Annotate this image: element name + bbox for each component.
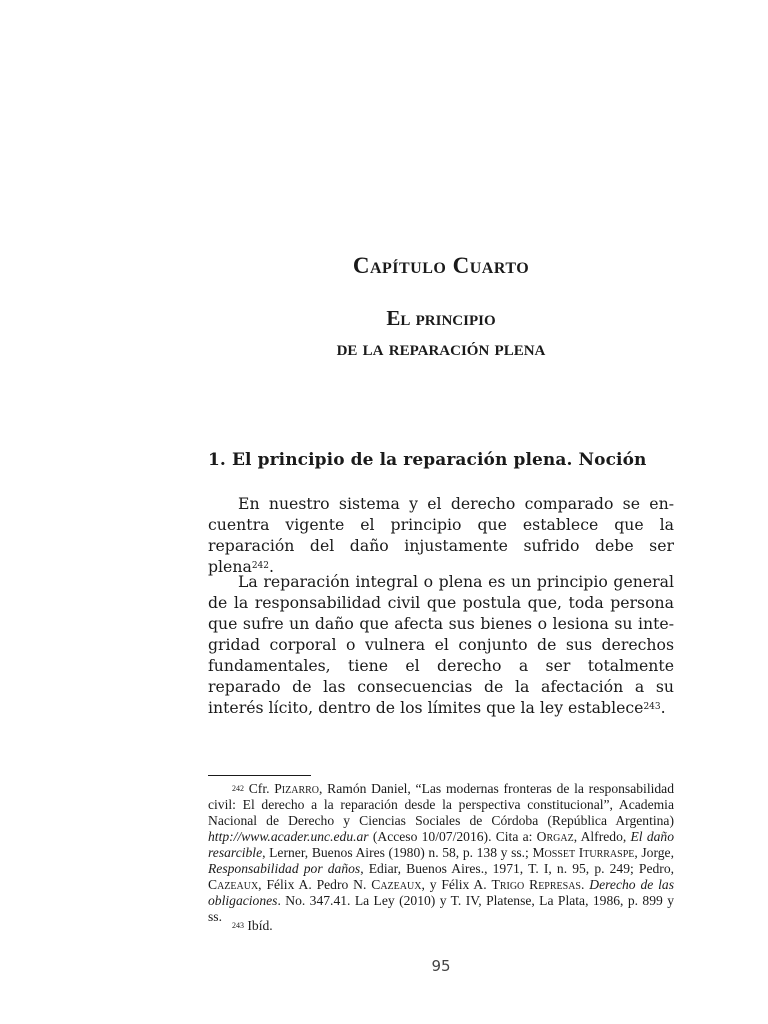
author-name: Cazeaux <box>371 877 422 892</box>
author-name: Trigo Represas <box>491 877 581 892</box>
footnote-url[interactable]: http://www.acader.unc.edu.ar <box>208 829 369 844</box>
footnote-text: , Ediar, Buenos Aires., 1971, T. I, n. 95, p. 249; Pedro, <box>360 861 675 876</box>
chapter-label: Capítulo Cuarto <box>352 253 530 278</box>
footnote-mark: 242 <box>232 784 244 793</box>
author-name: Cazeaux <box>208 877 259 892</box>
footnote-reference[interactable]: 242 <box>251 561 269 571</box>
footnote-text: Cfr. <box>244 781 275 796</box>
footnote-243 <box>208 918 674 934</box>
footnote-242 <box>208 781 674 925</box>
paragraph-text: La reparación integral o plena es un principio general de la responsabilidad civil que postula que, toda persona que sufre un daño que afecta sus bienes o lesiona su integridad corporal o vulnera el conjunto de sus derechos fundamentales, tiene el derecho a ser totalmente reparado de las consecuencias de la afectación a su interés lícito, dentro de los límites que la ley establece <box>208 572 674 717</box>
footnote-text: , Ramón Daniel, “Las modernas fronteras de la responsabilidad civil: El derecho a la reparación desde la perspectiva constitucional”, Academia Nacional de Derecho y Ciencias Sociales de Córdoba (República Argentina) <box>208 781 674 828</box>
chapter-title <box>208 303 674 363</box>
footnote-text: Ibíd. <box>244 918 273 933</box>
author-name: Orgaz <box>536 829 574 844</box>
footnote-text: , Jorge, <box>634 845 674 860</box>
footnote-text: . No. 347.41. La Ley (2010) y T. IV, Platense, La Plata, 1986, p. 899 y ss. <box>208 893 674 924</box>
footnote-text: . <box>581 877 590 892</box>
body-paragraph <box>208 493 674 577</box>
footnote-text: , Alfredo, <box>573 829 631 844</box>
footnote-text: , Lerner, Buenos Aires (1980) n. 58, p. 138 y ss.; <box>262 845 533 860</box>
footnote-text: , Félix A. Pedro N. <box>258 877 372 892</box>
footnote-text: , y Félix A. <box>421 877 492 892</box>
footnote-mark: 243 <box>232 921 244 930</box>
body-paragraph <box>208 571 674 718</box>
page-number: 95 <box>431 957 451 975</box>
chapter-title-line-1: El principio <box>386 306 496 330</box>
author-name: Mosset Iturraspe <box>532 845 635 860</box>
section-heading: 1. El principio de la reparación plena. Noción <box>208 450 647 470</box>
paragraph-end: . <box>660 698 666 717</box>
chapter-title-line-2: de la reparación plena <box>336 336 546 360</box>
paragraph-text: En nuestro sistema y el derecho comparado se encuentra vigente el principio que establece que la reparación del daño injustamente sufrido debe ser plena <box>208 494 674 576</box>
work-title: Derecho de las obligaciones <box>208 877 675 908</box>
paragraph-end: . <box>269 557 274 576</box>
footnote-reference[interactable]: 243 <box>643 702 661 712</box>
footnote-divider <box>208 775 311 776</box>
work-title: El daño resarcible <box>208 829 675 860</box>
footnote-text: (Acceso 10/07/2016). Cita a: <box>368 829 537 844</box>
author-name: Pizarro <box>274 781 320 796</box>
work-title: Responsabilidad por daños <box>208 861 361 876</box>
